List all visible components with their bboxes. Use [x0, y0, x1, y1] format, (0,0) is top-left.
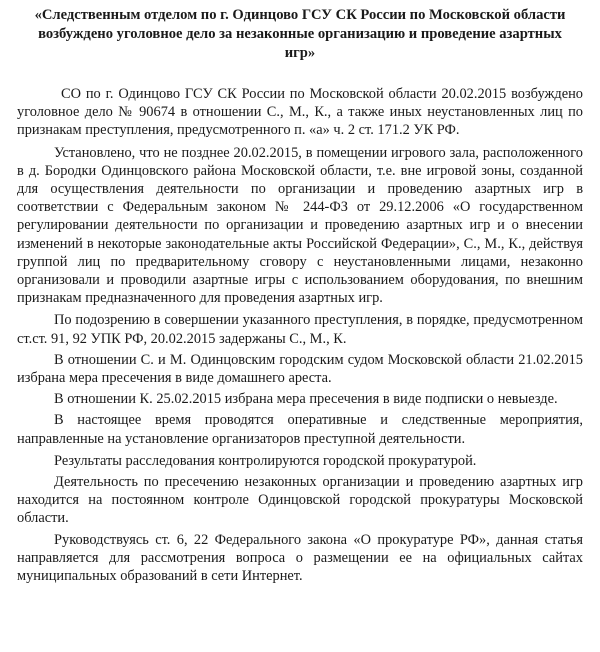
paragraph-case-opened: СО по г. Одинцово ГСУ СК России по Московской области 20.02.2015 возбуждено уголовное дело № 90674 в отношении С., М., К., а также иных неустановленных лиц по признакам преступления, предусмотренного п. «а» ч. 2 ст. 171.2 УК РФ.: [17, 86, 583, 139]
document-title: «Следственным отделом по г. Одинцово ГСУ СК России по Московской области возбуждено уголовное дело за незаконные организацию и проведение азартных игр»: [34, 7, 566, 61]
paragraph-gambling-prevention: Деятельность по пресечению незаконных организации и проведению азартных игр находится на постоянном контроле Одинцовской городской прокуратуры Московской области.: [17, 474, 583, 527]
paragraph-recognizance: В отношении К. 25.02.2015 избрана мера пресечения в виде подписки о невыезде.: [54, 391, 558, 408]
paragraph-prosecutor-control: Результаты расследования контролируются городской прокуратурой.: [54, 452, 477, 469]
paragraph-established-facts: Установлено, что не позднее 20.02.2015, в помещении игрового зала, расположенного в д. Бородки Одинцовского района Московской области, т.е. вне игровой зоны, созданной для осуществления деятельности по организации и проведению азартных игр в соответствии с Федеральным законом № 244-ФЗ от 29.12.2006 «О государственном регулировании деятельности по организации и проведению азартных игр и о внесении изменений в некоторые законодательные акты Российской Федерации», С., М., К., действуя группой лиц по предварительному сговору с неустановленными лицами, незаконно организовали и проводили азартные игры с использованием оборудования, по внешним признакам предназначенного для проведения азартных игр.: [17, 144, 583, 307]
paragraph-detention: По подозрению в совершении указанного преступления, в порядке, предусмотренном ст.ст. 91, 92 УПК РФ, 20.02.2015 задержаны С., М., К.: [17, 312, 583, 347]
paragraph-publication-request: Руководствуясь ст. 6, 22 Федерального закона «О прокуратуре РФ», данная статья направляется для рассмотрения вопроса о размещении ее на официальных сайтах муниципальных образований в сети Интернет.: [17, 531, 583, 585]
paragraph-house-arrest: В отношении С. и М. Одинцовским городским судом Московской области 21.02.2015 избрана мера пресечения в виде домашнего ареста.: [17, 351, 583, 387]
paragraph-investigation-ongoing: В настоящее время проводятся оперативные и следственные мероприятия, направленные на установление организаторов преступной деятельности.: [17, 412, 583, 447]
